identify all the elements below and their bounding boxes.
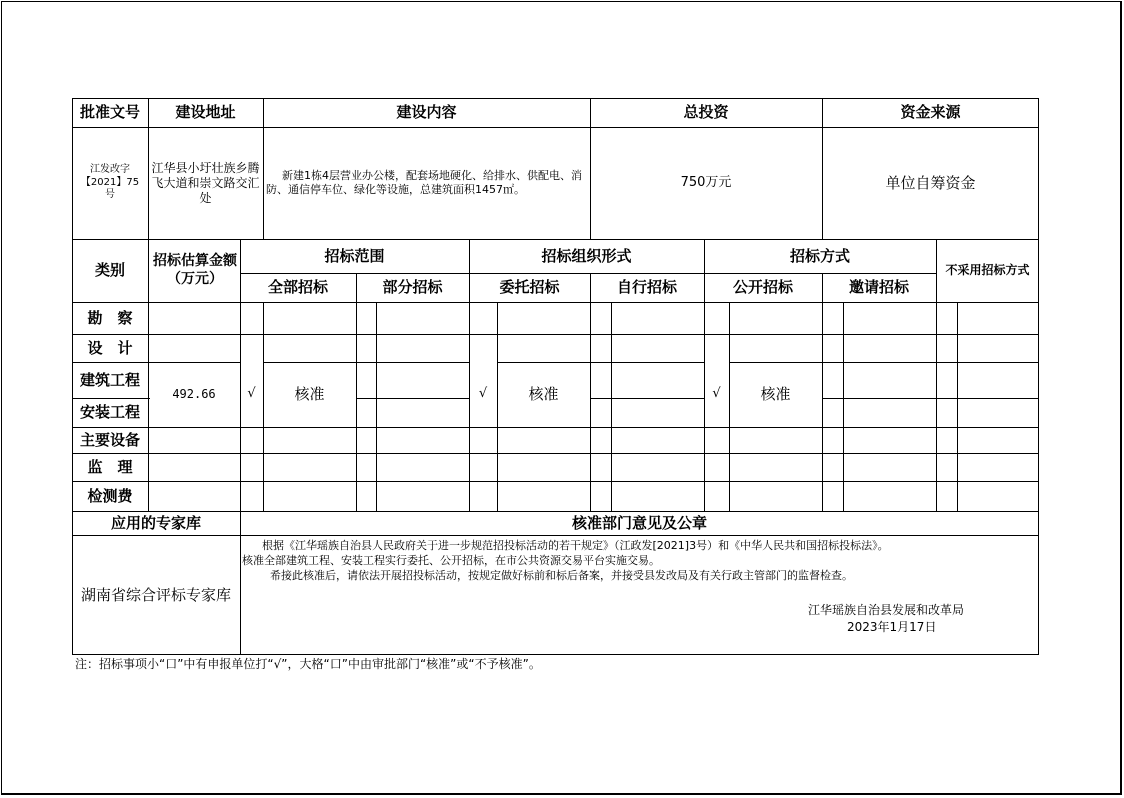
expert-db-value: 湖南省综合评标专家库 [80,585,231,604]
header-open: 公开招标 [732,278,793,297]
header-not-used: 不采用招标方式 [945,263,1030,277]
opinion-line-3: 希接此核准后，请依法开展招投标活动，按规定做好标前和标后备案，并接受县发改局及有关行政主管部门的监督检查。 [270,569,853,582]
header-scope: 招标范围 [324,246,385,265]
header-address: 建设地址 [175,103,236,122]
category-supervision: 监 理 [87,457,133,476]
opinion-org: 江华瑶族自治县发展和改革局 [808,603,965,617]
footnote: 注：招标事项小“口”中有申报单位打“√”，大格“口”中由审批部门“核准”或“不予核准”。 [75,657,541,671]
header-org-form: 招标组织形式 [541,246,632,265]
approved-open: 核准 [760,385,791,404]
check-entrusted: √ [478,386,488,402]
header-invite: 邀请招标 [848,278,909,297]
header-expert-db: 应用的专家库 [110,513,201,532]
header-full: 全部招标 [267,278,328,297]
header-opinion: 核准部门意见及公章 [571,513,707,532]
opinion-line-1: 根据《江华瑶族自治县人民政府关于进一步规范招投标活动的若干规定》（江政发[2021]3号）和《中华人民共和国招标投标法》。 [262,539,889,552]
header-content: 建设内容 [396,103,457,122]
category-construction: 建筑工程 [79,370,140,389]
project-funding: 单位自筹资金 [885,173,976,192]
header-category: 类别 [94,261,125,280]
check-open: √ [712,386,721,402]
approved-entrusted: 核准 [528,385,559,404]
header-entrusted: 委托招标 [499,278,560,297]
project-approval-no: 江发改字【2021】75号 [80,164,140,201]
header-self: 自行招标 [616,278,677,297]
project-investment: 750万元 [680,174,732,190]
estimate-value: 492.66 [172,387,216,401]
check-full: √ [247,386,256,402]
category-equipment: 主要设备 [79,430,140,449]
category-installation: 安装工程 [79,403,140,422]
opinion-line-2: 核准全部建筑工程、安装工程实行委托、公开招标，在市公共资源交易平台实施交易。 [242,554,660,567]
header-estimate: 招标估算金额（万元） [153,253,237,287]
header-investment: 总投资 [683,103,729,122]
header-funding: 资金来源 [900,103,961,122]
project-address: 江华县小圩壮族乡腾飞大道和崇文路交汇处 [151,160,260,205]
category-design: 设 计 [87,338,133,357]
project-content: 新建1栋4层营业办公楼，配套场地硬化、给排水、供配电、消防、通信停车位、绿化等设施，总建筑面积1457㎡。 [266,169,582,196]
category-testing: 检测费 [87,486,133,505]
opinion-date: 2023年1月17日 [847,620,937,634]
header-method: 招标方式 [789,246,850,265]
header-approval-no: 批准文号 [79,103,140,122]
category-survey: 勘 察 [87,308,133,327]
approved-full: 核准 [294,385,325,404]
header-partial: 部分招标 [382,278,443,297]
